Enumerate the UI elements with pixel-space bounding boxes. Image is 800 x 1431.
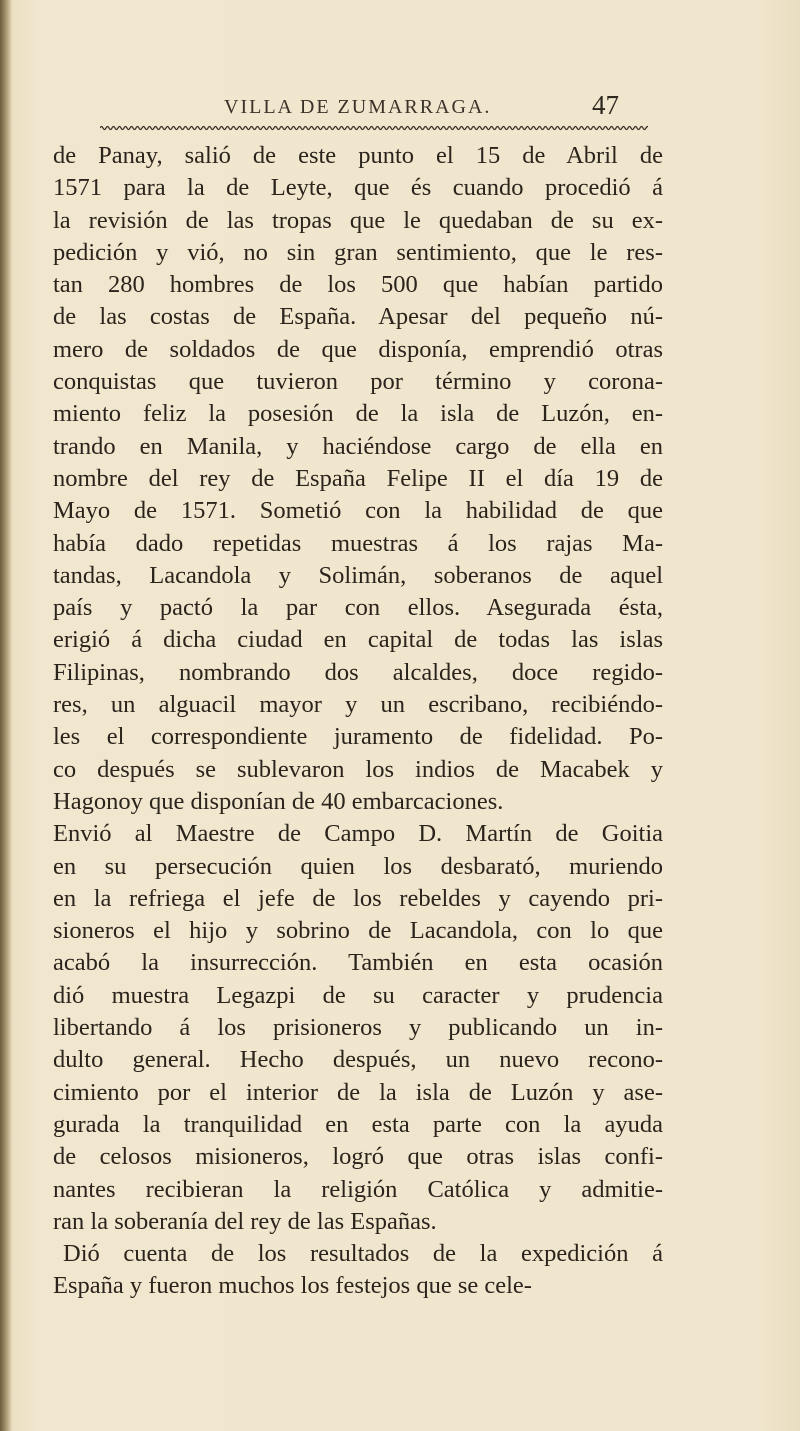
text-line: cimiento por el interior de la isla de Luzón y ase- bbox=[53, 1078, 663, 1106]
body-text bbox=[53, 140, 663, 1303]
text-line: de las costas de España. Apesar del pequeño nú- bbox=[53, 303, 663, 331]
text-line: sioneros el hijo y sobrino de Lacandola, con lo que bbox=[53, 917, 663, 945]
text-line: miento feliz la posesión de la isla de Luzón, en- bbox=[53, 400, 663, 428]
page-header bbox=[0, 90, 800, 126]
text-line: Mayo de 1571. Sometió con la habilidad de que bbox=[53, 497, 663, 525]
text-line: acabó la insurrección. También en esta ocasión bbox=[53, 949, 663, 977]
decorative-wavy-rule bbox=[100, 124, 648, 132]
text-line: gurada la tranquilidad en esta parte con la ayuda bbox=[53, 1110, 663, 1138]
text-line: había dado repetidas muestras á los rajas Ma- bbox=[53, 529, 663, 557]
text-line: de Panay, salió de este punto el 15 de Abril de bbox=[53, 142, 663, 169]
text-line: trando en Manila, y haciéndose cargo de ella en bbox=[53, 432, 663, 460]
text-line: co después se sublevaron los indios de Macabek y bbox=[53, 755, 663, 783]
text-line: dió muestra Legazpi de su caracter y prudencia bbox=[53, 981, 663, 1009]
running-title: VILLA DE ZUMARRAGA. bbox=[224, 96, 492, 118]
text-line: les el correspondiente juramento de fidelidad. Po- bbox=[53, 723, 663, 751]
text-line: conquistas que tuvieron por término y corona- bbox=[53, 368, 663, 396]
text-line: 1571 para la de Leyte, que és cuando procedió á bbox=[53, 174, 663, 202]
text-line: país y pactó la par con ellos. Asegurada ésta, bbox=[53, 594, 663, 622]
text-line: nantes recibieran la religión Católica y admitie- bbox=[53, 1175, 663, 1203]
text-line: res, un alguacil mayor y un escribano, recibiéndo- bbox=[53, 691, 663, 719]
text-line: Filipinas, nombrando dos alcaldes, doce regido- bbox=[53, 658, 663, 686]
text-line: Hagonoy que disponían de 40 embarcaciones. bbox=[53, 787, 504, 815]
text-line: Envió al Maestre de Campo D. Martín de Goitia bbox=[53, 820, 663, 848]
text-line: libertando á los prisioneros y publicando un in- bbox=[53, 1014, 663, 1042]
text-line: España y fueron muchos los festejos que se cele- bbox=[53, 1272, 532, 1300]
text-line: tandas, Lacandola y Solimán, soberanos de aquel bbox=[53, 561, 663, 589]
text-line: erigió á dicha ciudad en capital de todas las islas bbox=[53, 626, 663, 654]
book-spine-shadow bbox=[0, 0, 12, 1431]
text-line: tan 280 hombres de los 500 que habían partido bbox=[53, 271, 663, 299]
text-line: pedición y vió, no sin gran sentimiento, que le res- bbox=[53, 238, 663, 266]
text-line: en la refriega el jefe de los rebeldes y cayendo pri- bbox=[53, 884, 663, 912]
text-line: ran la soberanía del rey de las Españas. bbox=[53, 1207, 437, 1235]
text-line: mero de soldados de que disponía, emprendió otras bbox=[53, 335, 663, 363]
page-number: 47 bbox=[592, 90, 619, 120]
text-line: Dió cuenta de los resultados de la expedición á bbox=[63, 1240, 663, 1268]
text-line: la revisión de las tropas que le quedaban de su ex- bbox=[53, 206, 663, 234]
text-line: dulto general. Hecho después, un nuevo recono- bbox=[53, 1046, 663, 1074]
text-line: de celosos misioneros, logró que otras islas confi- bbox=[53, 1143, 663, 1171]
text-line: en su persecución quien los desbarató, muriendo bbox=[53, 852, 663, 880]
text-line: nombre del rey de España Felipe II el día 19 de bbox=[53, 464, 663, 492]
